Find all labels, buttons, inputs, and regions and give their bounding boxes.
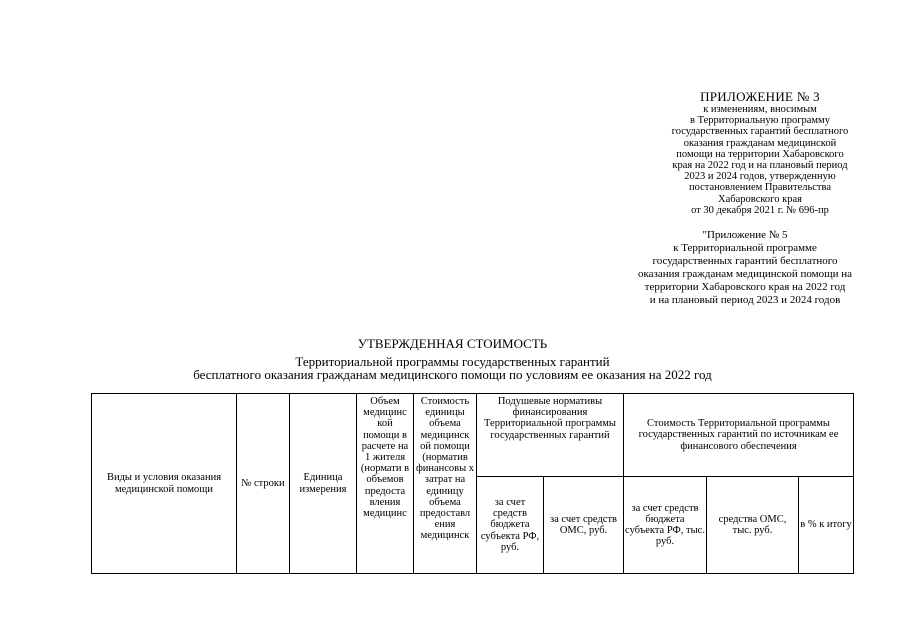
header-volume-text: Объем медицинс кой помощи в расчете на 1 жителя (нормати в объемов предоста вления медицинс [360,396,410,520]
header-volume [357,394,414,574]
header-cost-percent: в % к итогу [799,477,854,574]
annex-header [600,229,890,307]
annex-line: государственных гарантий бесплатного [652,255,838,267]
cost-table [91,393,854,574]
header-per-capita-norms: Подушевые нормативы финансирования Территориальной программы государственных гарантий [477,394,624,477]
document-subtitle [0,355,905,381]
appendix-line: от 30 декабря 2021 г. № 696-пр [691,204,829,216]
appendix-line: Хабаровского края [718,193,802,205]
header-row-number: № строки [237,394,290,574]
annex-line: "Приложение № 5 [702,229,788,241]
appendix-line: оказания гражданам медицинской [683,137,837,149]
header-unit: Единица измерения [290,394,357,574]
header-unit-cost-text: Стоимость единицы объема медицинск ой помощи (норматив финансовы х затрат на единицу объема предоставл ения медицинск [415,396,475,542]
appendix-line: помощи на территории Хабаровского [676,148,844,160]
subtitle-line-1: Территориальной программы государственных гарантий [295,354,610,369]
header-cost-oms: средства ОМС, тыс. руб. [707,477,799,574]
subtitle-line-2: бесплатного оказания гражданам медицинского помощи по условиям ее оказания на 2022 год [193,367,712,382]
header-cost-budget: за счет средств бюджета субъекта РФ, тыс. руб. [624,477,707,574]
header-unit-cost [414,394,477,574]
annex-line: территории Хабаровского края на 2022 год [644,281,846,293]
annex-line: к Территориальной программе [673,242,817,254]
appendix-line: края на 2022 год и на плановый период [672,160,848,172]
annex-line: оказания гражданам медицинской помощи на [638,268,852,280]
appendix-line: к изменениям, вносимым [703,104,817,115]
annex-line: и на плановый период 2023 и 2024 годов [649,294,841,306]
header-norm-budget: за счет средств бюджета субъекта РФ, руб. [477,477,544,574]
header-norm-oms: за счет средств ОМС, руб. [544,477,624,574]
appendix-line: в Территориальную программу [690,115,830,127]
appendix-line: государственных гарантий бесплатного [671,126,849,138]
appendix-heading: ПРИЛОЖЕНИЕ № 3 [700,89,820,104]
header-program-cost: Стоимость Территориальной программы государственных гарантий по источникам ее финансового обеспечения [624,394,854,477]
document-title: УТВЕРЖДЕННАЯ СТОИМОСТЬ [357,336,548,351]
header-care-types: Виды и условия оказания медицинской помощи [92,394,237,574]
appendix-line: 2023 и 2024 годов, утвержденную [684,171,836,183]
appendix-header [640,89,880,216]
appendix-line: постановлением Правительства [688,182,831,194]
